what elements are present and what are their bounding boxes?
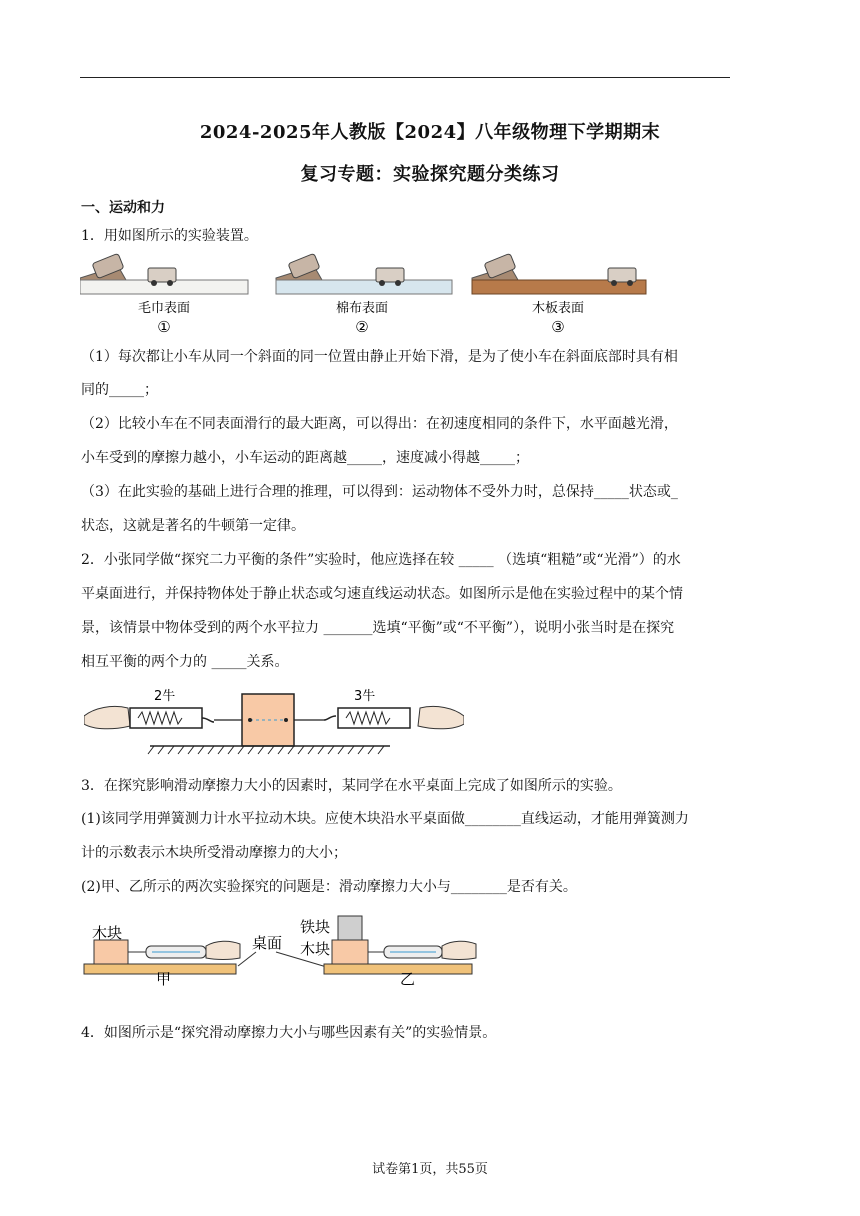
- wood-block-jia: [94, 940, 128, 964]
- ground-hatch: [148, 746, 384, 754]
- q2-line3: 景，该情景中物体受到的两个水平拉力 _______选填“平衡”或“不平衡”），说明小张当时是在探究: [81, 620, 675, 636]
- num-3: ③: [551, 318, 565, 336]
- label-yi: 乙: [400, 970, 416, 986]
- num-2: ②: [355, 318, 369, 336]
- label-wood-yi: 木块: [300, 940, 331, 958]
- num-1: ①: [157, 318, 171, 336]
- doc-title-line2: 复习专题：实验探究题分类练习: [300, 164, 560, 185]
- q1-line6: 状态，这就是著名的牛顿第一定律。: [81, 518, 305, 534]
- label-table: 桌面: [252, 934, 283, 952]
- q3-line1: 3．在探究影响滑动摩擦力大小的因素时，某同学在水平桌面上完成了如图所示的实验。: [81, 778, 622, 794]
- label-wood: 木板表面: [531, 301, 585, 316]
- q2-line1: 2．小张同学做“探究二力平衡的条件”实验时，他应选择在较 _____ （选填“粗糙”或“光滑”）的水: [81, 552, 681, 568]
- q1-incline-figure: [80, 250, 650, 342]
- wood-block-yi: [332, 940, 368, 964]
- force-right-label: 3牛: [354, 689, 376, 704]
- q1-line5: （3）在此实验的基础上进行合理的推理，可以得到：运动物体不受外力时，总保持_____状态或_: [81, 484, 678, 500]
- section-heading: 一、运动和力: [81, 200, 165, 216]
- left-spring-scale: [130, 708, 214, 728]
- q1-line2: 同的_____；: [81, 382, 158, 398]
- table-yi: [324, 964, 472, 974]
- q1-line3: （2）比较小车在不同表面滑行的最大距离，可以得出：在初速度相同的条件下，水平面越光滑，: [81, 416, 678, 432]
- q2-balance-figure: [84, 686, 464, 758]
- doc-title-line1: 2024-2025年人教版【2024】八年级物理下学期期末: [199, 122, 661, 143]
- q3-line3: 计的示数表示木块所受滑动摩擦力的大小；: [81, 845, 347, 861]
- page-footer: 试卷第1页，共55页: [372, 1162, 488, 1177]
- right-hand-icon: [418, 706, 464, 728]
- incline-cotton: [276, 253, 452, 294]
- hand-jia-icon: [206, 941, 240, 959]
- label-iron: 铁块: [300, 918, 331, 936]
- left-hand-icon: [84, 706, 130, 728]
- hand-yi-icon: [442, 941, 476, 959]
- right-spring-scale: [324, 708, 410, 728]
- label-towel: 毛巾表面: [137, 301, 191, 316]
- force-left-label: 2牛: [154, 689, 176, 704]
- q4-line1: 4．如图所示是“探究滑动摩擦力大小与哪些因素有关”的实验情景。: [81, 1025, 497, 1041]
- incline-towel: [80, 253, 248, 294]
- q3-line4: (2)甲、乙所示的两次实验探究的问题是：滑动摩擦力大小与________是否有关。: [81, 879, 577, 895]
- q2-line4: 相互平衡的两个力的 _____关系。: [81, 654, 289, 670]
- label-jia: 甲: [156, 970, 172, 986]
- q3-line2: (1)该同学用弹簧测力计水平拉动木块。应使木块沿水平桌面做________直线运动，才能用弹簧测力: [81, 811, 689, 827]
- q1-stem: 1．用如图所示的实验装置。: [81, 228, 258, 244]
- label-wood-jia: 木块: [92, 924, 123, 942]
- q2-line2: 平桌面进行，并保持物体处于静止状态或匀速直线运动状态。如图所示是他在实验过程中的某个情: [81, 586, 683, 602]
- header-rule: [80, 77, 730, 78]
- iron-block: [338, 916, 362, 940]
- q1-line4: 小车受到的摩擦力越小，小车运动的距离越_____，速度减小得越_____；: [81, 450, 529, 466]
- incline-wood: [472, 253, 646, 294]
- label-cotton: 棉布表面: [335, 301, 389, 316]
- q3-friction-figure: [80, 910, 500, 986]
- q1-line1: （1）每次都让小车从同一个斜面的同一位置由静止开始下滑，是为了使小车在斜面底部时具有相: [81, 349, 678, 365]
